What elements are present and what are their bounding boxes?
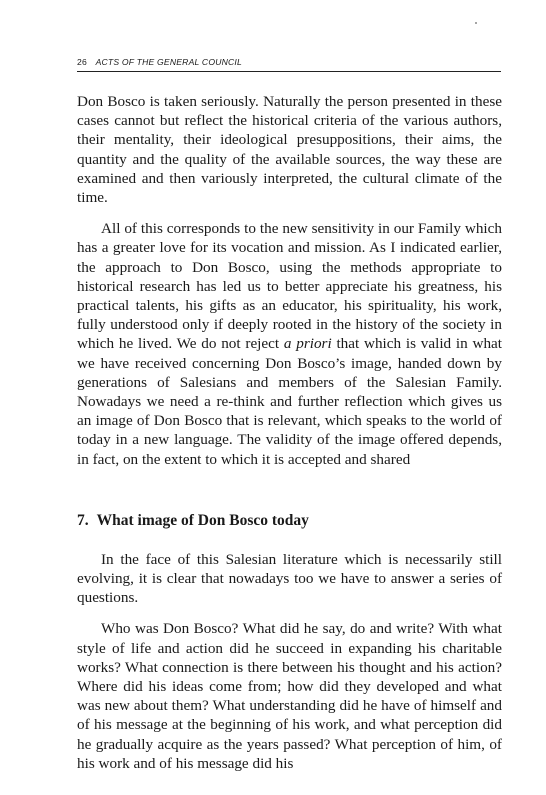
section-heading: [77, 511, 502, 530]
section-paragraph-2: Who was Don Bosco? What did he say, do and write? With what style of life and action did he succeed in expanding his charitable works? What connection is there between his thought and his action? Where did his ideas come from; how did they developed and what was new about them? What understanding did he have of himself and of his message at the beginning of his work, and what perception did he gradually acquire as the years passed? What perception of him, of his work and of his message did his: [77, 620, 502, 772]
paragraph-2-part-2: that which is valid in what we have received concerning Don Bosco’s image, handed down by generations of Salesians and members of the Salesian Family. Nowadays we need a re-think and further reflection which gives us an image of Don Bosco that is relevant, which speaks to the world of today in a new language. The validity of the image offered depends, in fact, on the extent to which it is accepted and shared: [77, 335, 502, 468]
running-header: [77, 57, 501, 72]
running-title: ACTS OF THE GENERAL COUNCIL: [95, 57, 242, 67]
section-paragraph-1: In the face of this Salesian literature which is necessarily still evolving, it is clear that nowadays too we have to answer a series of questions.: [77, 550, 502, 607]
section-title: What image of Don Bosco today: [96, 511, 309, 529]
scan-speck: [475, 22, 477, 24]
paragraph-1: Don Bosco is taken seriously. Naturally the person presented in these cases cannot but reflect the historical criteria of the various authors, their mentality, their ideological presuppositions, their aims, the quantity and the quality of the available sources, the way these are examined and then variously interpreted, the cultural climate of the time.: [77, 93, 502, 207]
paragraph-2-italic: a priori: [283, 335, 332, 353]
paragraph-2: [77, 219, 502, 469]
paragraph-2-part-1: All of this corresponds to the new sensitivity in our Family which has a greater love for its vocation and mission. As I indicated earlier, the approach to Don Bosco, using the methods appropriate to historical research has led us to better appreciate his greatness, his practical talents, his gifts as an educator, his spirituality, his work, fully understood only if deeply rooted in the history of the society in which he lived. We do not reject: [77, 220, 502, 353]
page-body: [77, 92, 502, 785]
section-number: 7.: [77, 511, 89, 529]
page-number: 26: [77, 57, 87, 67]
